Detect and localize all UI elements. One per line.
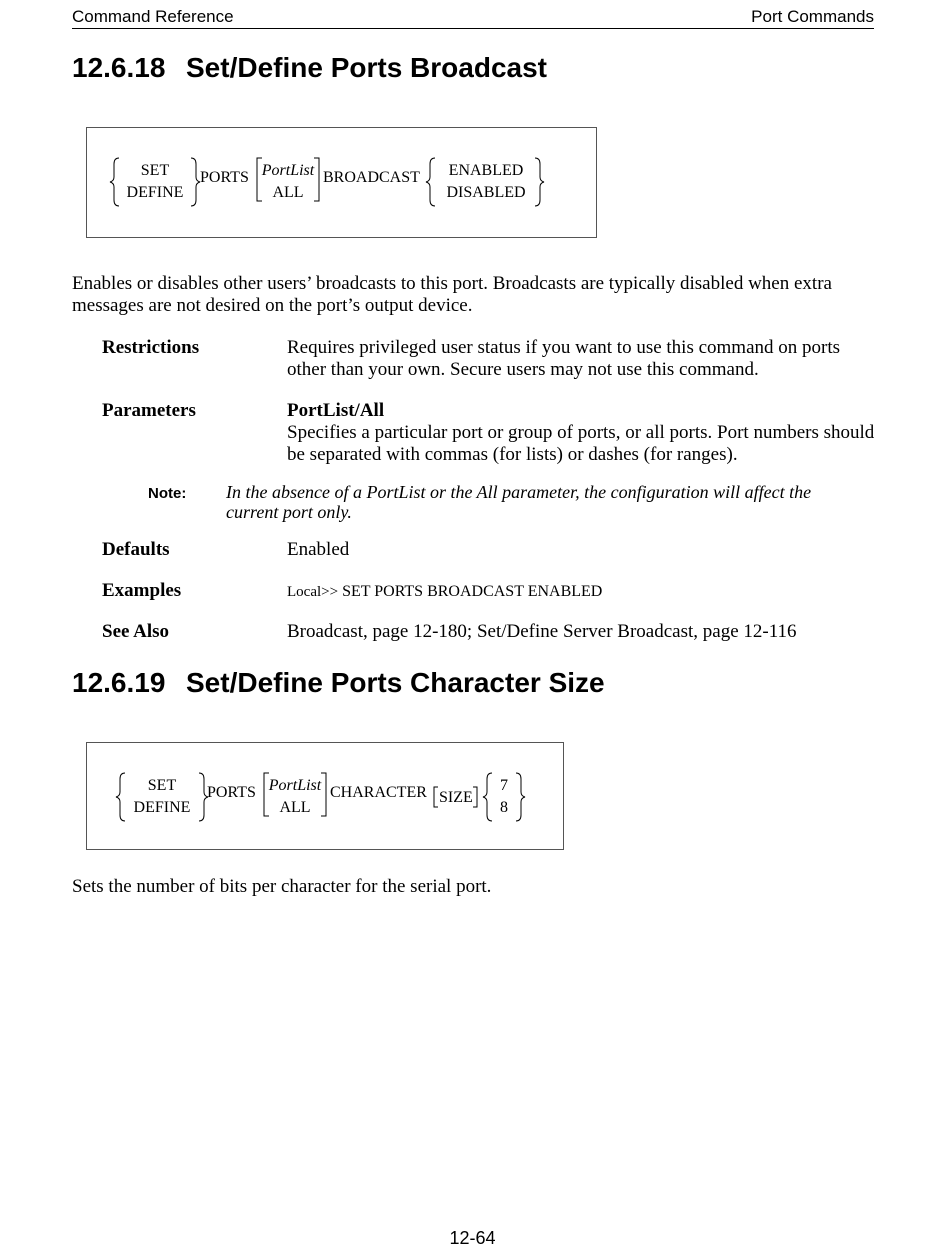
left-brace (483, 773, 492, 821)
syntax-box-character-size (86, 742, 564, 850)
syntax-portlist: PortList (268, 777, 322, 794)
description-broadcast: Enables or disables other users’ broadcasts to this port. Broadcasts are typically disabled when extra messages are not desired on the port’s output device. (72, 273, 832, 316)
syntax-diagram-character-size (87, 743, 563, 849)
syntax-all: ALL (279, 799, 311, 816)
header-left: Command Reference (72, 7, 234, 26)
syntax-7: 7 (500, 777, 508, 794)
example-text: SET PORTS BROADCAST ENABLED (338, 583, 603, 600)
left-brace (426, 158, 435, 206)
syntax-set: SET (147, 777, 177, 794)
syntax-8: 8 (500, 799, 508, 816)
right-brace (191, 158, 200, 206)
section-heading: Set/Define Ports Broadcast (186, 52, 547, 83)
parameter-description: Specifies a particular port or group of ports, or all ports. Port numbers should be separated with commas (for lists) or dashes (for ranges). (287, 422, 875, 465)
right-bracket (314, 158, 319, 201)
restrictions-label: Restrictions (102, 337, 200, 358)
section-title-character-size (72, 667, 605, 699)
right-bracket (473, 787, 477, 807)
syntax-box-broadcast (86, 127, 597, 238)
right-brace (516, 773, 525, 821)
examples-label: Examples (102, 580, 182, 601)
example-command (287, 581, 877, 603)
restrictions-text: Requires privileged user status if you want to use this command on ports other than your own. Secure users may not use this command. (287, 337, 841, 380)
syntax-broadcast: BROADCAST (323, 169, 420, 186)
defaults-text: Enabled (287, 539, 350, 560)
syntax-diagram-broadcast (87, 128, 596, 237)
syntax-ports: PORTS (200, 169, 249, 186)
section-title-broadcast (72, 52, 547, 84)
page-header (72, 7, 874, 29)
section-heading: Set/Define Ports Character Size (186, 667, 605, 698)
note-label: Note: (148, 485, 187, 502)
left-brace (110, 158, 119, 206)
see-also-label: See Also (102, 621, 170, 642)
section-number: 12.6.18 (72, 52, 166, 83)
parameter-name: PortList/All (287, 400, 385, 421)
syntax-portlist: PortList (261, 162, 315, 179)
header-right: Port Commands (751, 7, 874, 26)
example-prompt: Local>> (287, 584, 339, 600)
page-number: 12-64 (449, 1228, 496, 1248)
right-bracket (321, 773, 326, 816)
syntax-character: CHARACTER (330, 784, 427, 801)
left-bracket (434, 787, 438, 807)
defaults-label: Defaults (102, 539, 170, 560)
syntax-all: ALL (272, 184, 304, 201)
description-character-size: Sets the number of bits per character for the serial port. (72, 876, 492, 897)
parameters-block (287, 400, 877, 466)
syntax-enabled: ENABLED (448, 162, 524, 179)
syntax-ports: PORTS (207, 784, 256, 801)
syntax-define: DEFINE (133, 799, 191, 816)
syntax-size: SIZE (439, 789, 473, 806)
syntax-set: SET (140, 162, 170, 179)
syntax-define: DEFINE (126, 184, 184, 201)
note-text: In the absence of a PortList or the All parameter, the configuration will affect the current port only. (226, 482, 812, 522)
section-number: 12.6.19 (72, 667, 166, 698)
left-brace (116, 773, 125, 821)
right-brace (535, 158, 544, 206)
syntax-disabled: DISABLED (446, 184, 526, 201)
parameters-label: Parameters (102, 400, 196, 421)
see-also-text: Broadcast, page 12-180; Set/Define Server Broadcast, page 12-116 (287, 621, 797, 642)
